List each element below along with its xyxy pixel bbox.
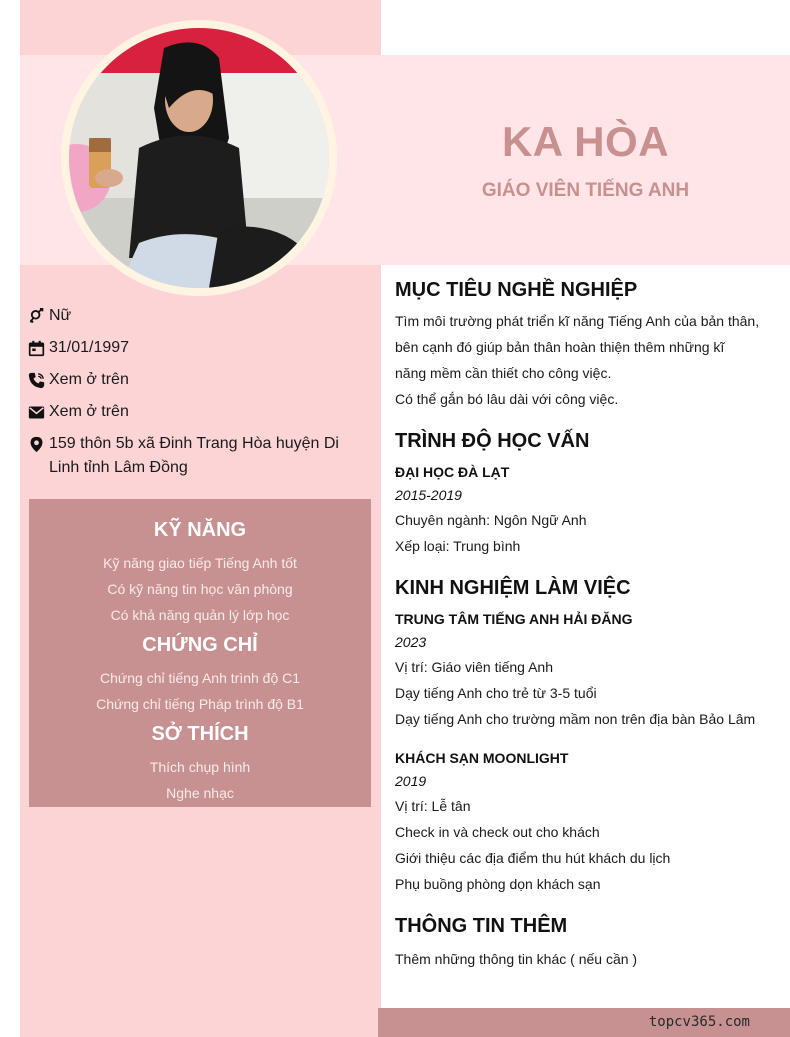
education-years: 2015-2019	[395, 487, 462, 503]
email-value: Xem ở trên	[49, 403, 129, 420]
contact-phone	[28, 368, 373, 392]
job-line: Vị trí: Lễ tân	[395, 798, 471, 814]
job-year: 2019	[395, 773, 427, 789]
hobby-item: Nghe nhạc	[166, 785, 234, 801]
contact-birthday	[28, 336, 373, 360]
skills-box	[29, 499, 371, 807]
skill-item: Có khả năng quản lý lớp học	[110, 607, 290, 623]
hobbies-heading: SỞ THÍCH	[151, 723, 249, 745]
cert-item: Chứng chỉ tiếng Anh trình độ C1	[99, 670, 301, 686]
job-company: KHÁCH SẠN MOONLIGHT	[395, 750, 569, 766]
gender-icon	[28, 304, 49, 328]
job-line: Vị trí: Giáo viên tiếng Anh	[395, 659, 553, 675]
birthday-value: 31/01/1997	[49, 339, 130, 356]
job-line: Phụ buồng phòng dọn khách sạn	[395, 876, 601, 892]
education-heading: TRÌNH ĐỘ HỌC VẤN	[395, 430, 590, 452]
experience-heading: KINH NGHIỆM LÀM VIỆC	[395, 577, 631, 599]
skill-item: Có kỹ năng tin học văn phòng	[107, 581, 293, 597]
job-company: TRUNG TÂM TIẾNG ANH HẢI ĐĂNG	[395, 611, 633, 627]
objective-heading: MỤC TIÊU NGHỀ NGHIỆP	[395, 279, 638, 301]
gender-value: Nữ	[49, 307, 72, 324]
job-line: Dạy tiếng Anh cho trường mầm non trên địa bàn Bảo Lâm	[395, 711, 756, 727]
skill-item: Kỹ năng giao tiếp Tiếng Anh tốt	[103, 555, 297, 571]
contact-address	[28, 432, 373, 480]
hobby-item: Thích chụp hình	[149, 759, 251, 775]
certs-heading: CHỨNG CHỈ	[142, 634, 258, 656]
objective-line: bên cạnh đó giúp bản thân hoàn thiện thêm những kĩ	[395, 339, 725, 355]
candidate-name: KA HÒA	[501, 118, 670, 165]
phone-icon	[28, 368, 49, 392]
address-value: 159 thôn 5b xã Đinh Trang Hòa huyện Di Linh tỉnh Lâm Đồng	[49, 435, 339, 476]
education-school: ĐẠI HỌC ĐÀ LẠT	[395, 464, 510, 480]
objective-line: Tìm môi trường phát triển kĩ năng Tiếng Anh của bản thân,	[395, 313, 760, 329]
location-icon	[28, 432, 49, 456]
objective-line: năng mềm cần thiết cho công việc.	[395, 365, 612, 381]
job-line: Giới thiệu các địa điểm thu hút khách du lịch	[395, 850, 671, 866]
objective-line: Có thể gắn bó lâu dài với công việc.	[395, 391, 619, 407]
cert-item: Chứng chỉ tiếng Pháp trình độ B1	[96, 696, 304, 712]
phone-value: Xem ở trên	[49, 371, 129, 388]
job-title: GIÁO VIÊN TIẾNG ANH	[481, 180, 690, 201]
education-line: Xếp loại: Trung bình	[395, 538, 521, 554]
contact-gender	[28, 304, 373, 328]
job-line: Check in và check out cho khách	[395, 824, 600, 840]
job-line: Dạy tiếng Anh cho trẻ từ 3-5 tuổi	[395, 685, 597, 701]
avatar-photo	[69, 28, 329, 288]
additional-heading: THÔNG TIN THÊM	[395, 915, 568, 937]
contact-email	[28, 400, 373, 424]
skills-heading: KỸ NĂNG	[153, 519, 247, 541]
footer-watermark: topcv365.com	[648, 1014, 750, 1030]
avatar	[69, 28, 329, 288]
calendar-icon	[28, 336, 49, 360]
email-icon	[28, 400, 49, 424]
job-year: 2023	[395, 634, 427, 650]
education-line: Chuyên ngành: Ngôn Ngữ Anh	[395, 512, 587, 528]
additional-text: Thêm những thông tin khác ( nếu cần )	[395, 951, 638, 967]
